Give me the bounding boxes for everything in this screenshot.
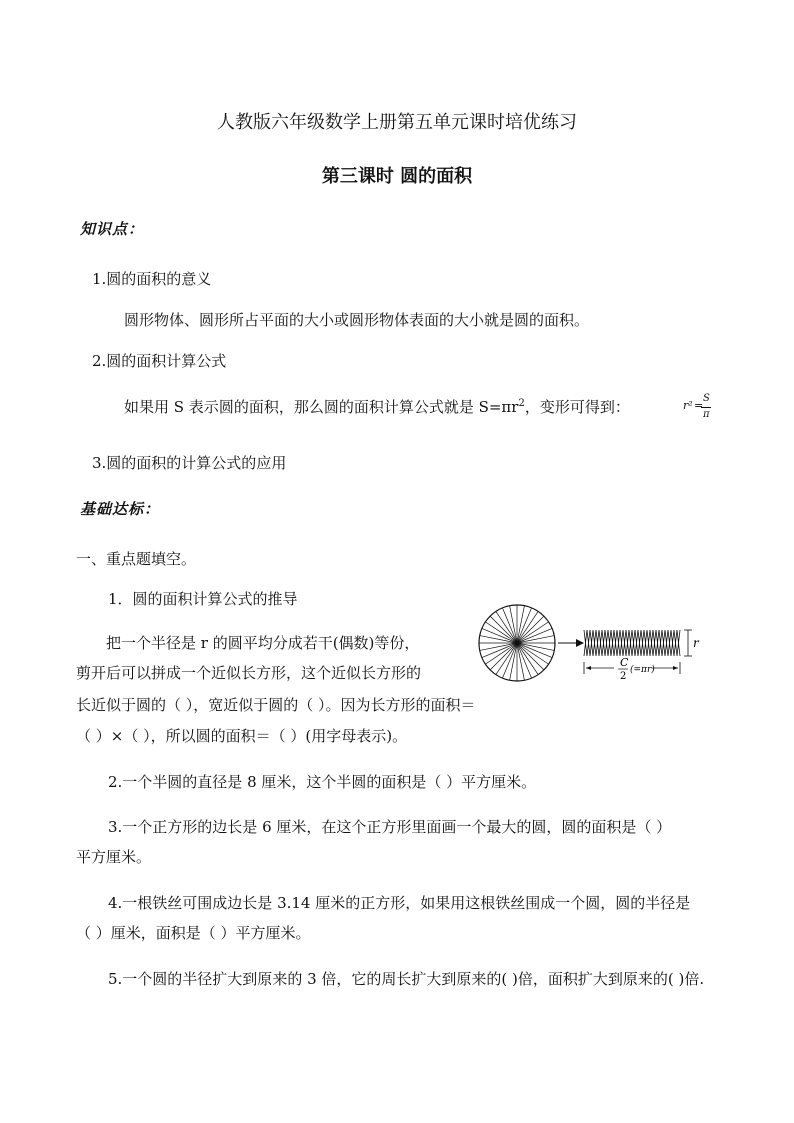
question-5: 5.一个圆的半径扩大到原来的 3 倍，它的周长扩大到原来的( )倍，面积扩大到原来的( )倍. <box>108 970 705 988</box>
question-2: 2.一个半圆的直径是 8 厘米，这个半圆的面积是（ ）平方厘米。 <box>108 773 537 791</box>
length-label-two: 2 <box>620 671 627 682</box>
knowledge-point-2-body: 如果用 S 表示圆的面积，那么圆的面积计算公式就是 $S=\pi r^2$，变形可得到： <box>124 398 630 416</box>
knowledge-point-1-title: 1.圆的面积的意义 <box>92 270 212 288</box>
question-3-line-1: 3.一个正方形的边长是 6 厘米，在这个正方形里面画一个最大的圆，圆的面积是（ ） <box>108 818 672 836</box>
circle-area-derivation-figure <box>474 600 714 690</box>
question-3-line-2: 平方厘米。 <box>76 848 152 866</box>
arrow <box>558 639 584 647</box>
question-1-line-4: （ ）×（ ），所以圆的面积＝（ ）(用字母表示)。 <box>76 727 408 745</box>
rectangle-width-marker <box>684 630 700 656</box>
basics-heading: 基础达标： <box>80 500 161 518</box>
sector-line <box>490 643 517 670</box>
question-1-title: 1．圆的面积计算公式的推导 <box>108 590 298 608</box>
formula-numerator: S <box>703 393 710 404</box>
formula-text: 如果用 S 表示圆的面积，那么圆的面积计算公式就是 S=πr <box>124 398 519 416</box>
formula-equals: = <box>694 399 704 412</box>
formula-r-squared: r² <box>683 399 693 412</box>
rectangle-length-marker <box>584 656 680 682</box>
question-1-line-3: 长近似于圆的（ ），宽近似于圆的（ ）。因为长方形的面积＝ <box>76 696 476 714</box>
length-label-c: C <box>620 656 629 669</box>
formula-denominator: π <box>703 409 710 420</box>
sector-line <box>490 616 517 643</box>
sector-line <box>517 616 544 643</box>
formula-tail: ，变形可得到： <box>524 398 630 416</box>
knowledge-point-3-title: 3.圆的面积的计算公式的应用 <box>92 454 287 472</box>
question-1-line-1: 把一个半径是 r 的圆平均分成若干(偶数)等份， <box>106 634 420 652</box>
knowledge-heading: 知识点： <box>80 220 145 238</box>
part-one-heading: 一、重点题填空。 <box>76 550 197 568</box>
approximate-rectangle <box>584 630 680 656</box>
width-label-r: r <box>693 636 699 650</box>
fraction-bar <box>701 407 711 408</box>
knowledge-point-2-title: 2.圆的面积计算公式 <box>92 352 227 370</box>
question-1-line-2: 剪开后可以拼成一个近似长方形，这个近似长方形的 <box>76 664 422 682</box>
sector-line <box>517 643 544 670</box>
knowledge-point-1-body: 圆形物体、圆形所占平面的大小或圆形物体表面的大小就是圆的面积。 <box>124 311 590 329</box>
question-4-line-2: （ ）厘米，面积是（ ）平方厘米。 <box>76 924 311 942</box>
question-4-line-1: 4.一根铁丝可围成边长是 3.14 厘米的正方形，如果用这根铁丝围成一个圆，圆的半径是 <box>108 894 691 912</box>
divided-circle <box>479 605 555 681</box>
length-label-pi-r: (=πr) <box>630 665 655 675</box>
lesson-title: 第三课时 圆的面积 <box>321 166 473 187</box>
radius-squared-formula <box>683 393 711 427</box>
document-title: 人教版六年级数学上册第五单元课时培优练习 <box>217 112 577 133</box>
